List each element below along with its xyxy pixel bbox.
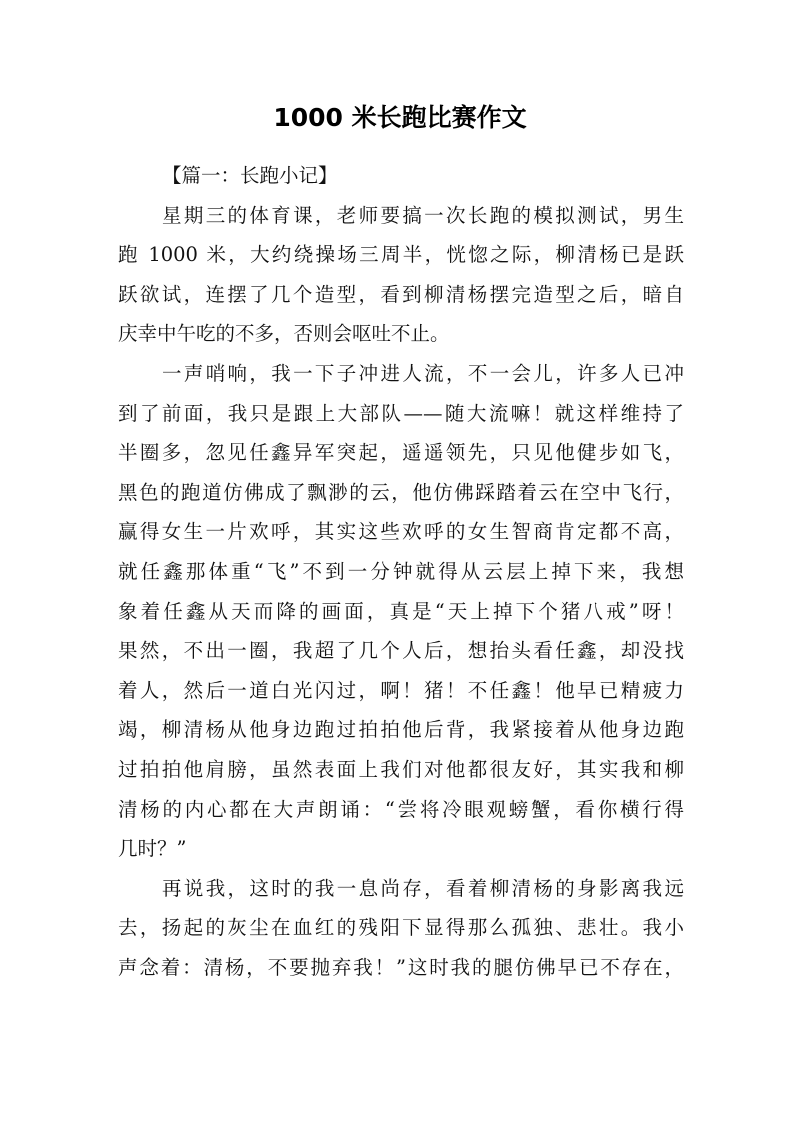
paragraph-line: 跑 1000 米，大约绕操场三周半，恍惚之际，柳清杨已是跃	[118, 243, 684, 267]
paragraph-line: 着人，然后一道白光闪过，啊！猪！不任鑫！他早已精疲力	[118, 678, 684, 702]
document-body	[118, 156, 684, 987]
paragraph-line: 一声哨响，我一下子冲进人流，不一会儿，许多人已冲	[162, 361, 684, 385]
paragraph-2	[118, 354, 684, 869]
paragraph-line: 清杨的内心都在大声朗诵：“尝将冷眼观螃蟹，看你横行得	[118, 797, 684, 821]
paragraph-line: 再说我，这时的我一息尚存，看着柳清杨的身影离我远	[162, 876, 684, 900]
paragraph-1	[118, 196, 684, 354]
paragraph-line: 过拍拍他肩膀，虽然表面上我们对他都很友好，其实我和柳	[118, 757, 684, 781]
paragraph-line: 星期三的体育课，老师要搞一次长跑的模拟测试，男生	[162, 203, 684, 227]
paragraph-line: 象着任鑫从天而降的画面，真是“天上掉下个猪八戒”呀！	[118, 599, 684, 623]
paragraph-line: 果然，不出一圈，我超了几个人后，想抬头看任鑫，却没找	[118, 639, 684, 663]
section-heading: 【篇一：长跑小记】	[162, 164, 338, 187]
paragraph-line: 竭，柳清杨从他身边跑过拍拍他后背，我紧接着从他身边跑	[118, 718, 684, 742]
document-title: 1000 米长跑比赛作文	[273, 103, 527, 132]
paragraph-line: 半圈多，忽见任鑫异军突起，遥遥领先，只见他健步如飞，	[118, 441, 684, 465]
paragraph-line: 去，扬起的灰尘在血红的残阳下显得那么孤独、悲壮。我小	[118, 916, 684, 940]
paragraph-3	[118, 869, 684, 988]
paragraph-line: 跃欲试，连摆了几个造型，看到柳清杨摆完造型之后，暗自	[118, 282, 684, 306]
paragraph-line: 赢得女生一片欢呼，其实这些欢呼的女生智商肯定都不高，	[118, 520, 684, 544]
paragraph-line: 声念着：清杨，不要抛弃我！”这时我的腿仿佛早已不存在，	[118, 955, 684, 979]
paragraph-line: 到了前面，我只是跟上大部队——随大流嘛！就这样维持了	[118, 401, 684, 425]
paragraph-line: 几时？”	[118, 837, 187, 861]
paragraph-line: 就任鑫那体重“飞”不到一分钟就得从云层上掉下来，我想	[118, 559, 684, 583]
paragraph-line: 庆幸中午吃的不多，否则会呕吐不止。	[118, 322, 450, 346]
paragraph-line: 黑色的跑道仿佛成了飘渺的云，他仿佛踩踏着云在空中飞行，	[118, 480, 684, 504]
